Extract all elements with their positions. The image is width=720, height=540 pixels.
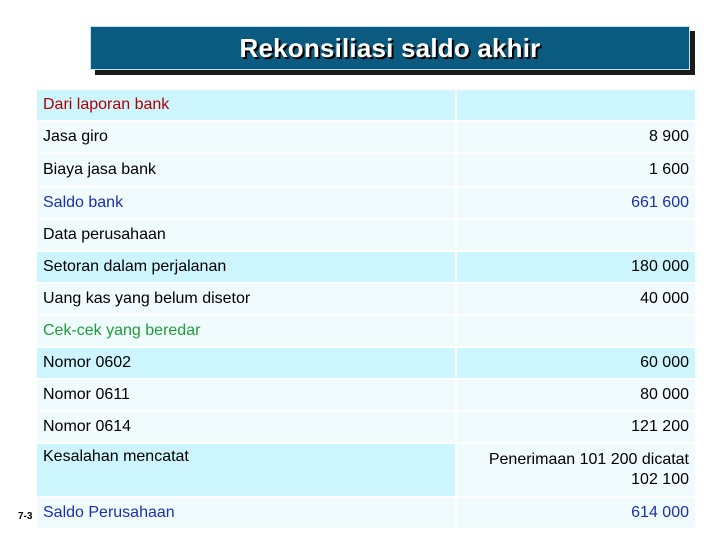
table-row	[37, 498, 695, 528]
table-row	[37, 284, 695, 314]
row-label: Kesalahan mencatat	[37, 444, 455, 496]
section-label-bank: Dari laporan bank	[37, 90, 455, 120]
row-label: Nomor 0602	[37, 348, 455, 378]
row-label: Biaya jasa bank	[37, 154, 455, 186]
reconciliation-table	[37, 90, 695, 528]
table-row	[37, 380, 695, 410]
row-value: 121 200	[457, 412, 695, 442]
table-row	[37, 412, 695, 442]
section-label-checks: Cek-cek yang beredar	[37, 316, 455, 346]
table-row	[37, 316, 695, 346]
section-value-company	[457, 220, 695, 250]
table-row	[37, 220, 695, 250]
table-row	[37, 444, 695, 496]
row-label-total: Saldo bank	[37, 188, 455, 218]
row-value: 1 600	[457, 154, 695, 186]
row-label: Nomor 0614	[37, 412, 455, 442]
row-value: 80 000	[457, 380, 695, 410]
slide-title: Rekonsiliasi saldo akhir	[239, 32, 541, 63]
row-label: Setoran dalam perjalanan	[37, 252, 455, 282]
table-row	[37, 252, 695, 282]
slide-number: 7-3	[18, 511, 33, 522]
row-label: Jasa giro	[37, 122, 455, 152]
table-row	[37, 154, 695, 186]
row-value: Penerimaan 101 200 dicatat 102 100	[457, 444, 695, 496]
row-label: Uang kas yang belum disetor	[37, 284, 455, 314]
section-value-bank	[457, 90, 695, 120]
title-banner	[90, 26, 690, 70]
row-value: 40 000	[457, 284, 695, 314]
row-value-total: 661 600	[457, 188, 695, 218]
row-label: Nomor 0611	[37, 380, 455, 410]
section-label-company: Data perusahaan	[37, 220, 455, 250]
row-value: 8 900	[457, 122, 695, 152]
section-value-checks	[457, 316, 695, 346]
row-label-total: Saldo Perusahaan	[37, 498, 455, 528]
table-row	[37, 122, 695, 152]
table-row	[37, 90, 695, 120]
row-value: 60 000	[457, 348, 695, 378]
row-value: 180 000	[457, 252, 695, 282]
table-row	[37, 348, 695, 378]
row-value-total: 614 000	[457, 498, 695, 528]
table-row	[37, 188, 695, 218]
